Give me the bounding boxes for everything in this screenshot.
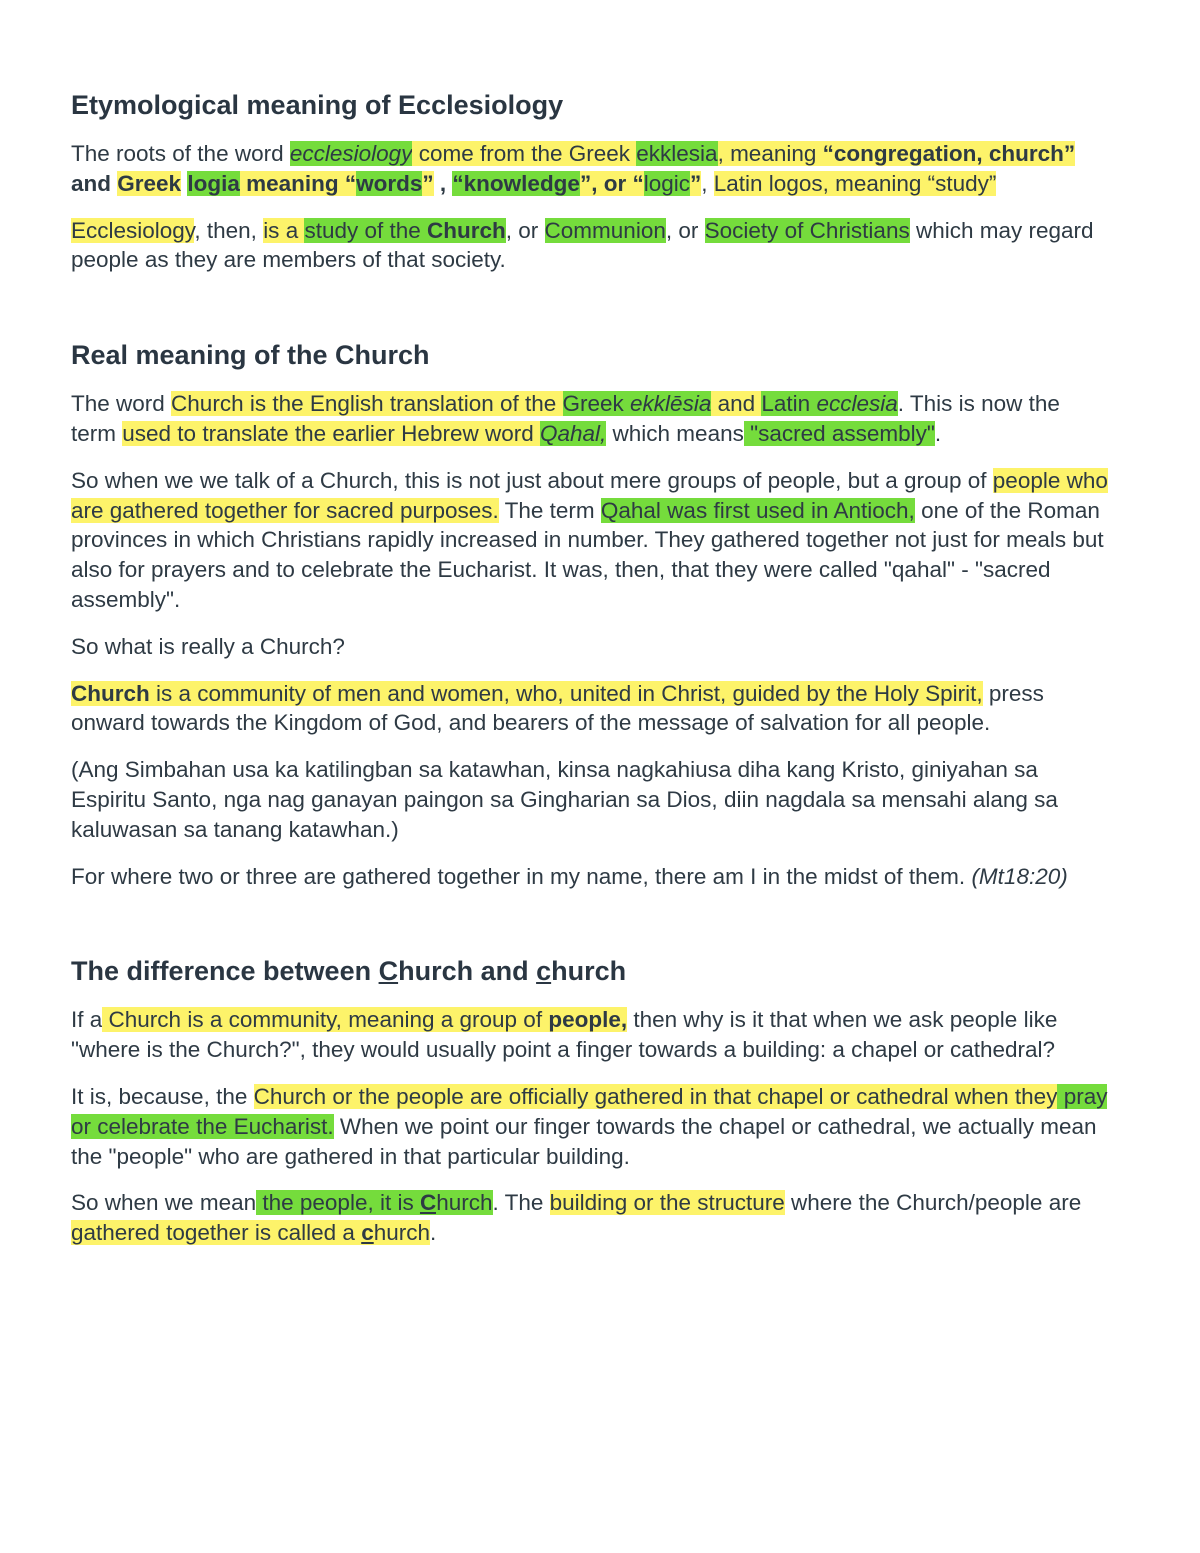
- section-heading-real-meaning: Real meaning of the Church: [71, 340, 430, 371]
- paragraph-scripture-quote: For where two or three are gathered together in my name, there am I in the midst of them. (Mt18:20): [71, 863, 1068, 889]
- paragraph-church-definition: Church is a community of men and women, who, united in Christ, guided by the Holy Spirit, press onward towards the Kingdom of God, and bearers of the message of salvation for all people.: [71, 680, 1044, 736]
- paragraph-church-building-answer: It is, because, the Church or the people are officially gathered in that chapel or cathedral when they pray or celebrate the Eucharist. When we point our finger towards the chapel or cathedral, we actually mean the "people" who are gathered in that particular building.: [71, 1083, 1108, 1169]
- paragraph-qahal-antioch: So when we we talk of a Church, this is not just about mere groups of people, but a group of people who are gathered together for sacred purposes. The term Qahal was first used in Antioch, one of the Roman provinces in which Christians rapidly increased in number. They gathered together not just for meals but also for prayers and to celebrate the Eucharist. It was, then, that they were called "qahal" - "sacred assembly".: [71, 467, 1108, 612]
- paragraph-ecclesiology-definition: Ecclesiology, then, is a study of the Church, or Communion, or Society of Christians which may regard people as they are members of that society.: [71, 217, 1094, 273]
- paragraph-etymology: The roots of the word ecclesiology come from the Greek ekklesia, meaning “congregation, church” and Greek logia meaning “words” , “knowledge”, or “logic”, Latin logos, meaning “study”: [71, 141, 1076, 196]
- paragraph-church-building-question: If a Church is a community, meaning a group of people, then why is it that when we ask people like "where is the Church?", they would usually point a finger towards a building: a chapel or cathedral?: [71, 1007, 1058, 1063]
- paragraph-cebuano-translation: (Ang Simbahan usa ka katilingban sa katawhan, kinsa nagkahiusa diha kang Kristo, giniyahan sa Espiritu Santo, nga nag ganayan paingon sa Gingharian sa Dios, diin nagdala sa mensahi alang sa kaluwasan sa tanang katawhan.): [71, 757, 1058, 842]
- paragraph-church-translation: The word Church is the English translation of the Greek ekklēsia and Latin ecclesia. This is now the term used to translate the earlier Hebrew word Qahal, which means "sacred assembly".: [71, 391, 1060, 446]
- paragraph-church-vs-church: So when we mean the people, it is Church. The building or the structure where the Church/people are gathered together is called a church.: [71, 1190, 1082, 1246]
- section-heading-etymological: Etymological meaning of Ecclesiology: [71, 90, 564, 120]
- paragraph-question: So what is really a Church?: [71, 633, 345, 659]
- section-heading-difference: The difference between Church and church: [71, 956, 627, 987]
